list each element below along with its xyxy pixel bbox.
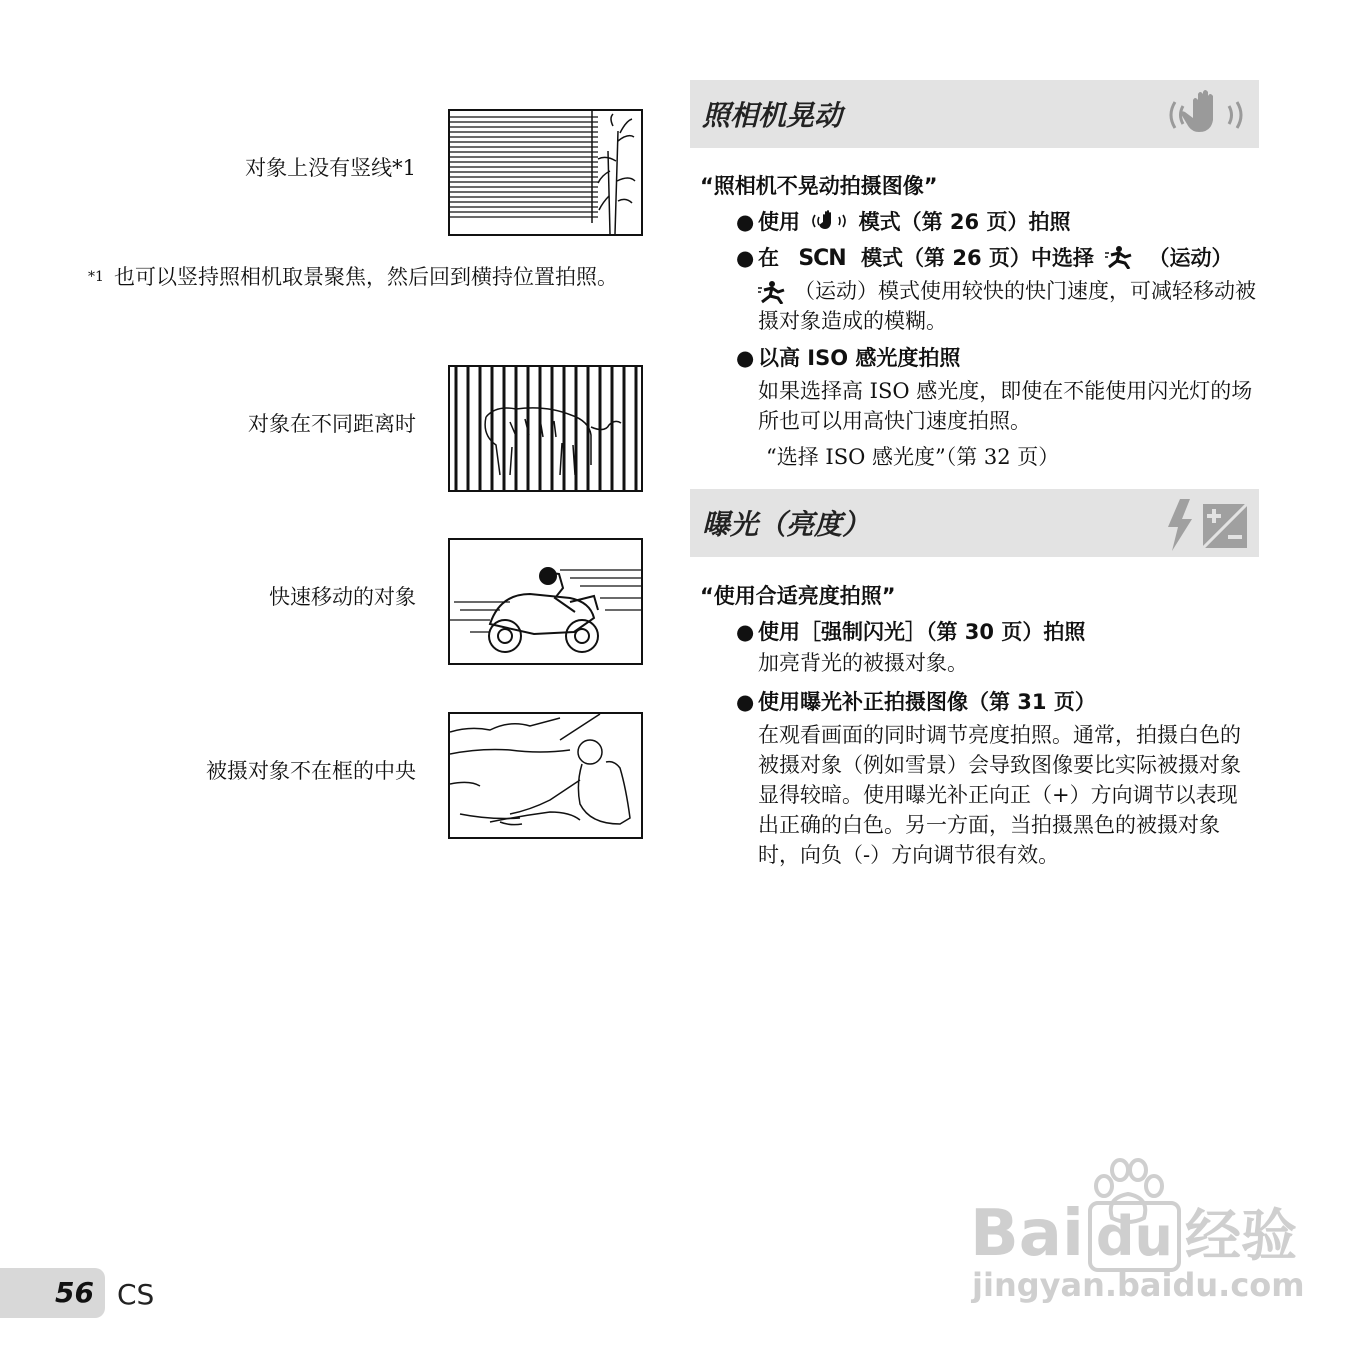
exposure-compensation-description: 在观看画面的同时调节亮度拍照。通常，拍摄白色的被摄对象（例如雪景）会导致图像要比实际被摄对象显得较暗。使用曝光补正向正（+）方向调节以表现出正确的白色。另一方面，当拍摄黑色的被摄对象时，向负（-）方向调节很有效。: [758, 723, 1241, 867]
watermark-brand-a: Bai: [970, 1197, 1084, 1271]
exposure-compensation-icon: [1202, 503, 1248, 549]
caption-different-distances: 对象在不同距离时: [248, 412, 416, 436]
illustration-person-off-center: [448, 712, 643, 839]
bullet-text-post: （运动）: [1148, 246, 1233, 270]
bullet-fill-flash: ● 使用［强制闪光］（第 30 页）拍照: [736, 620, 1086, 644]
fill-flash-description: 加亮背光的被摄对象。: [758, 651, 968, 675]
section-title-exposure: 曝光（亮度）: [702, 508, 871, 541]
section-title-camera-shake: 照相机晃动: [702, 99, 843, 132]
iso-page-reference: “选择 ISO 感光度”（第 32 页）: [766, 445, 1060, 469]
quote-proper-brightness: “使用合适亮度拍照”: [700, 584, 896, 608]
illustration-horizontal-blinds: [448, 109, 643, 236]
caption-no-vertical-lines: 对象上没有竖线*1: [245, 156, 416, 180]
page-number: 56: [55, 1276, 94, 1309]
bullet-text-pre: 在: [758, 246, 779, 270]
bullet-text: 使用曝光补正拍摄图像（第 31 页）: [758, 690, 1096, 714]
watermark-brand-b: du: [1088, 1201, 1181, 1272]
scn-mode-label: SCN: [798, 246, 846, 271]
hand-shake-icon: [1165, 88, 1247, 142]
flash-icon: [1164, 499, 1194, 551]
sport-runner-icon: [1105, 245, 1137, 269]
bullet-text: 使用［强制闪光］（第 30 页）拍照: [758, 620, 1086, 644]
bullet-high-iso: ● 以高 ISO 感光度拍照: [736, 346, 961, 370]
section-header-camera-shake: [690, 80, 1259, 148]
bullet-text-mid: 模式（第 26 页）中选择: [861, 246, 1094, 270]
quote-no-camera-shake: “照相机不晃动拍摄图像”: [700, 174, 938, 198]
watermark-brand-c: 经验: [1185, 1204, 1298, 1269]
bullet-text: 以高 ISO 感光度拍照: [758, 346, 961, 370]
language-code: CS: [117, 1278, 155, 1311]
bullet-use-is-mode: ● 使用 模式（第 26 页）拍照: [736, 210, 1071, 234]
footnote: [88, 262, 648, 292]
footnote-text: 也可以竖持照相机取景聚焦，然后回到横持位置拍照。: [114, 265, 618, 289]
bullet-exposure-compensation: ● 使用曝光补正拍摄图像（第 31 页）: [736, 690, 1096, 714]
bullet-text-pre: 使用: [758, 210, 800, 234]
hand-shake-icon: [811, 210, 847, 232]
bullet-scn-sport: ● 在 SCN 模式（第 26 页）中选择 （运动）: [736, 246, 1233, 271]
illustration-tiger-behind-bars: [448, 365, 643, 492]
sport-mode-description: （运动）模式使用较快的快门速度，可减轻移动被摄对象造成的模糊。: [758, 279, 1256, 333]
footnote-marker: *1: [88, 269, 104, 285]
bullet-text-post: 模式（第 26 页）拍照: [858, 210, 1071, 234]
high-iso-description: 如果选择高 ISO 感光度，即使在不能使用闪光灯的场所也可以用高快门速度拍照。: [758, 379, 1253, 433]
caption-fast-moving: 快速移动的对象: [269, 585, 416, 609]
section-header-exposure: [690, 489, 1259, 557]
caption-subject-off-center: 被摄对象不在框的中央: [206, 759, 416, 783]
illustration-motorcycle: [448, 538, 643, 665]
watermark-url: jingyan.baidu.com: [972, 1266, 1305, 1304]
